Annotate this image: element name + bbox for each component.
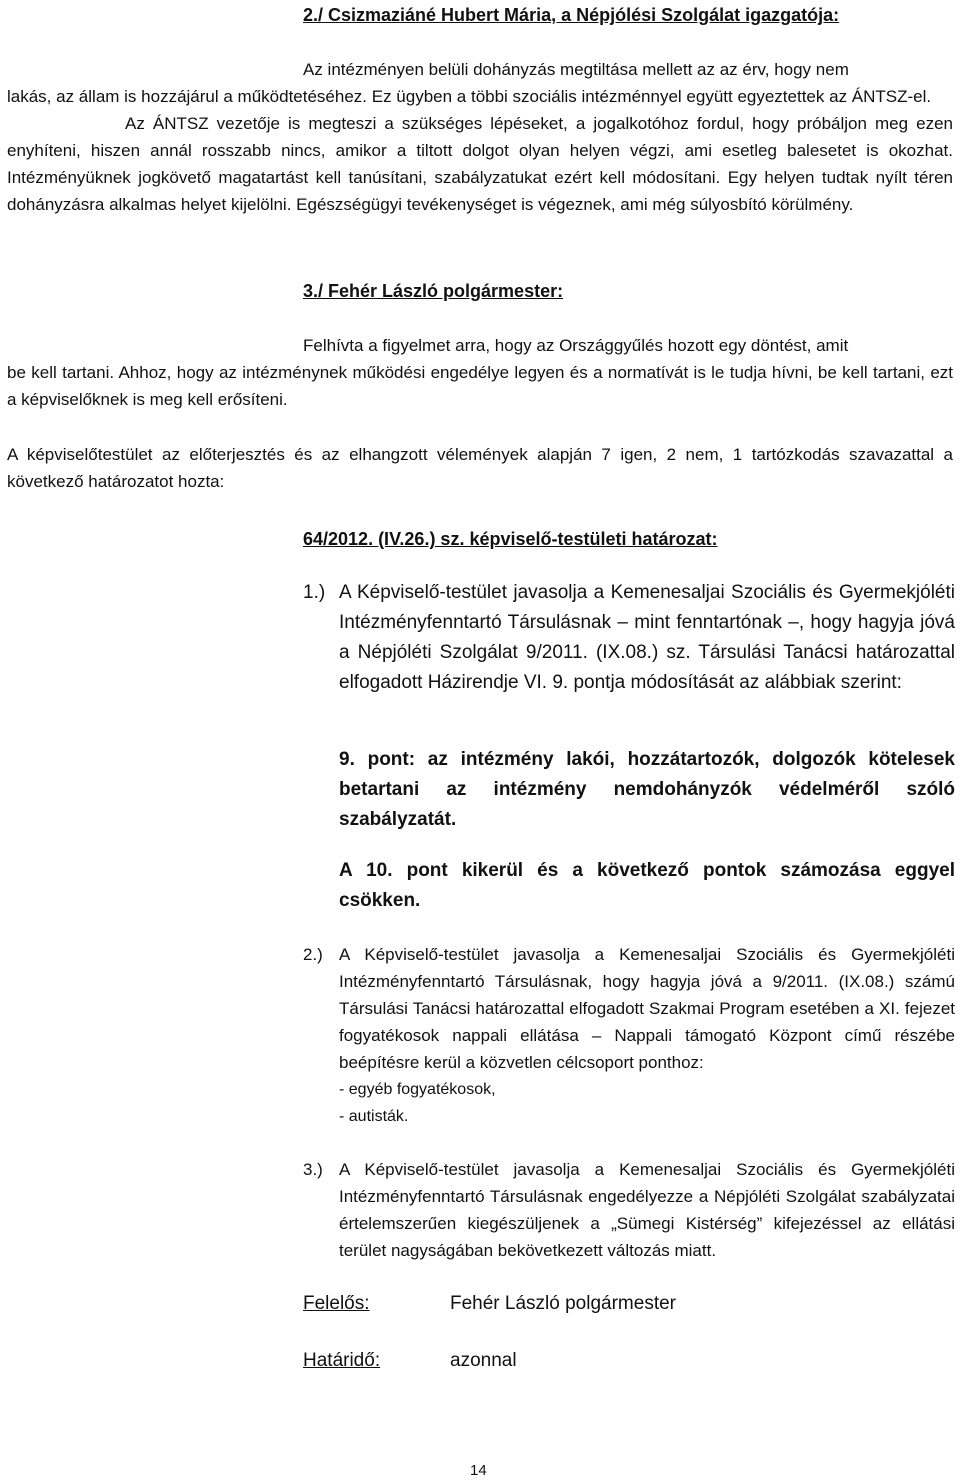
point-9-text: 9. pont: az intézmény lakói, hozzátartozók, dolgozók kötelesek betartani az intézmény nemdohányzók védelméről szóló szabályzatát. bbox=[339, 749, 955, 830]
section-2-para-rest: lakás, az állam is hozzájárul a működtetéséhez. Ez ügyben a többi szociális intézménnyel együtt egyeztettek az ÁNTSZ-el. bbox=[7, 87, 932, 106]
item-1-number: 1.) bbox=[303, 582, 326, 603]
responsible-value: Fehér László polgármester bbox=[450, 1293, 676, 1314]
vote-paragraph: A képviselőtestület az előterjesztés és az elhangzott vélemények alapján 7 igen, 2 nem, 1 tartózkodás szavazattal a következő határozatot hozta: bbox=[7, 445, 953, 491]
item-2-dash-1: - egyéb fogyatékosok, bbox=[339, 1081, 496, 1098]
item-2-number: 2.) bbox=[303, 945, 323, 964]
section-2-heading: 2./ Csizmaziáné Hubert Mária, a Népjólési Szolgálat igazgatója: bbox=[303, 5, 840, 25]
section-2-para-cont bbox=[7, 110, 953, 218]
item-1-text: A Képviselő-testület javasolja a Kemenesaljai Szociális és Gyermekjóléti Intézményfenntartó Társulásnak – mint fenntartónak –, hogy hagyja jóvá a Népjóléti Szolgálat 9/2011. (IX.08.) sz. Társulási Tanácsi határozattal elfogadott Házirendje VI. 9. pontja módosítását az alábbiak szerint: bbox=[339, 582, 955, 693]
deadline-value: azonnal bbox=[450, 1350, 517, 1371]
resolution-title: 64/2012. (IV.26.) sz. képviselő-testületi határozat: bbox=[303, 529, 718, 549]
section-3-heading: 3./ Fehér László polgármester: bbox=[303, 281, 564, 301]
page-number: 14 bbox=[470, 1462, 487, 1479]
section-3-para-rest: be kell tartani. Ahhoz, hogy az intézménynek működési engedélye legyen és a normatívát is le tudja hívni, be kell tartani, ezt a képviselőknek is meg kell erősíteni. bbox=[7, 363, 953, 409]
item-3-number: 3.) bbox=[303, 1160, 323, 1179]
point-10-text: A 10. pont kikerül és a következő pontok számozása eggyel csökken. bbox=[339, 860, 955, 911]
item-2-text: A Képviselő-testület javasolja a Kemenesaljai Szociális és Gyermekjóléti Intézményfenntartó Társulásnak, hogy hagyja jóvá a 9/2011. (IX.08.) számú Társulási Tanácsi határozattal elfogadott Szakmai Program esetében a XI. fejezet fogyatékosok nappali ellátása – Nappali támogató Központ című részébe beépítésre kerül a közvetlen célcsoport ponthoz: bbox=[339, 945, 955, 1072]
section-3-para-first-line: Felhívta a figyelmet arra, hogy az Országgyűlés hozott egy döntést, amit bbox=[303, 336, 849, 355]
responsible-label: Felelős: bbox=[303, 1293, 370, 1314]
item-2-dash-2: - autisták. bbox=[339, 1108, 409, 1125]
section-2-para-first-line: Az intézményen belüli dohányzás megtiltása mellett az az érv, hogy nem bbox=[303, 60, 849, 79]
section-2-para-cont-text: Az ÁNTSZ vezetője is megteszi a szükséges lépéseket, a jogalkotóhoz fordul, hogy próbáljon meg ezen enyhíteni, hiszen annál rosszabb nincs, amikor a tiltott dolgot olyan helyen végzi, ami esetleg balesetet is okozhat. Intézményüknek jogkövető magatartást kell tanúsítani, szabályzatukat ezért kell módosítani. Egy helyen tudtak nyílt téren dohányzásra alkalmas helyet kijelölni. Egészségügyi tevékenységet is végeznek, ami még súlyosbító körülmény. bbox=[7, 114, 953, 214]
deadline-label: Határidő: bbox=[303, 1350, 381, 1371]
item-3-text: A Képviselő-testület javasolja a Kemenesaljai Szociális és Gyermekjóléti Intézményfenntartó Társulásnak engedélyezze a Népjóléti Szolgálat szabályzatai értelemszerűen kiegészüljenek a „Sümegi Kistérség” kifejezéssel az ellátási terület nagyságában bekövetkezett változás miatt. bbox=[339, 1160, 955, 1260]
